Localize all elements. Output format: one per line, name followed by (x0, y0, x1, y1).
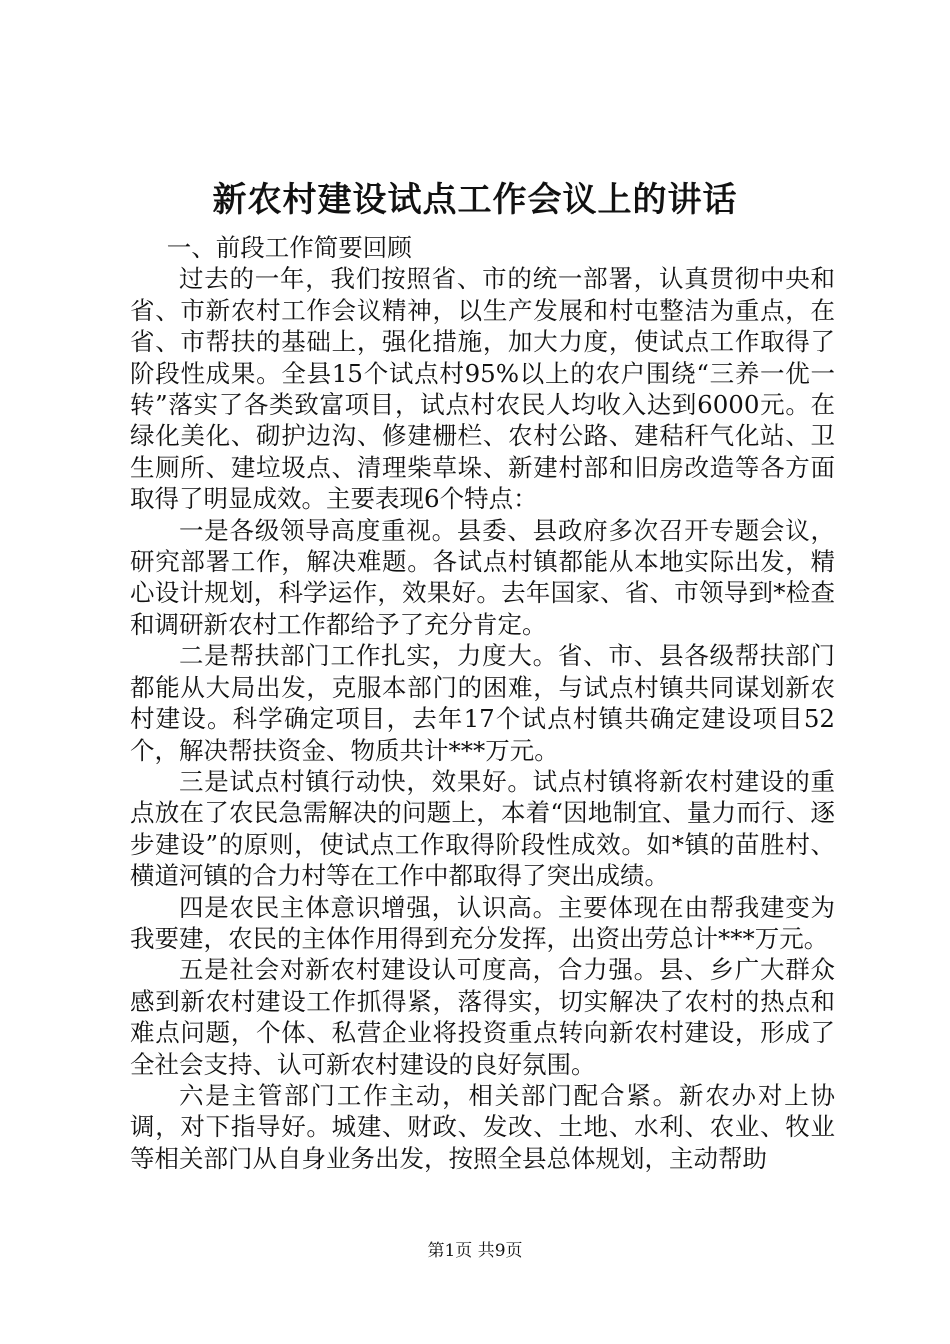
paragraph-point-4: 四是农民主体意识增强，认识高。主要体现在由帮我建变为我要建，农民的主体作用得到充分发挥，出资出劳总计***万元。 (130, 892, 835, 953)
document-title: 新农村建设试点工作会议上的讲话 (212, 180, 738, 220)
page-number-footer: 第1页 共9页 (427, 1241, 523, 1261)
paragraph-overview: 过去的一年，我们按照省、市的统一部署，认真贯彻中央和省、市新农村工作会议精神，以生产发展和村屯整洁为重点，在省、市帮扶的基础上，强化措施，加大力度，使试点工作取得了阶段性成果。全县15个试点村95%以上的农户围绕“三养一优一转”落实了各类致富项目，试点村农民人均收入达到6000元。在绿化美化、砌护边沟、修建栅栏、农村公路、建秸秆气化站、卫生厕所、建垃圾点、清理柴草垛、新建村部和旧房改造等各方面取得了明显成效。主要表现6个特点： (130, 264, 835, 514)
paragraph-point-1: 一是各级领导高度重视。县委、县政府多次召开专题会议，研究部署工作，解决难题。各试点村镇都能从本地实际出发，精心设计规划，科学运作，效果好。去年国家、省、市领导到*检查和调研新农村工作都给予了充分肯定。 (130, 515, 835, 639)
document-body (130, 232, 835, 1174)
section-heading: 一、前段工作简要回顾 (166, 233, 412, 262)
paragraph-point-6: 六是主管部门工作主动，相关部门配合紧。新农办对上协调，对下指导好。城建、财政、发改、土地、水利、农业、牧业等相关部门从自身业务出发，按照全县总体规划，主动帮助 (130, 1080, 835, 1173)
paragraph-point-2: 二是帮扶部门工作扎实，力度大。省、市、县各级帮扶部门都能从大局出发，克服本部门的困难，与试点村镇共同谋划新农村建设。科学确定项目，去年17个试点村镇共确定建设项目52个，解决帮扶资金、物质共计***万元。 (130, 641, 835, 765)
paragraph-point-3: 三是试点村镇行动快，效果好。试点村镇将新农村建设的重点放在了农民急需解决的问题上，本着“因地制宜、量力而行、逐步建设”的原则，使试点工作取得阶段性成效。如*镇的苗胜村、横道河镇的合力村等在工作中都取得了突出成绩。 (130, 766, 835, 891)
paragraph-point-5: 五是社会对新农村建设认可度高，合力强。县、乡广大群众感到新农村建设工作抓得紧，落得实，切实解决了农村的热点和难点问题，个体、私营企业将投资重点转向新农村建设，形成了全社会支持、认可新农村建设的良好氛围。 (130, 955, 835, 1079)
